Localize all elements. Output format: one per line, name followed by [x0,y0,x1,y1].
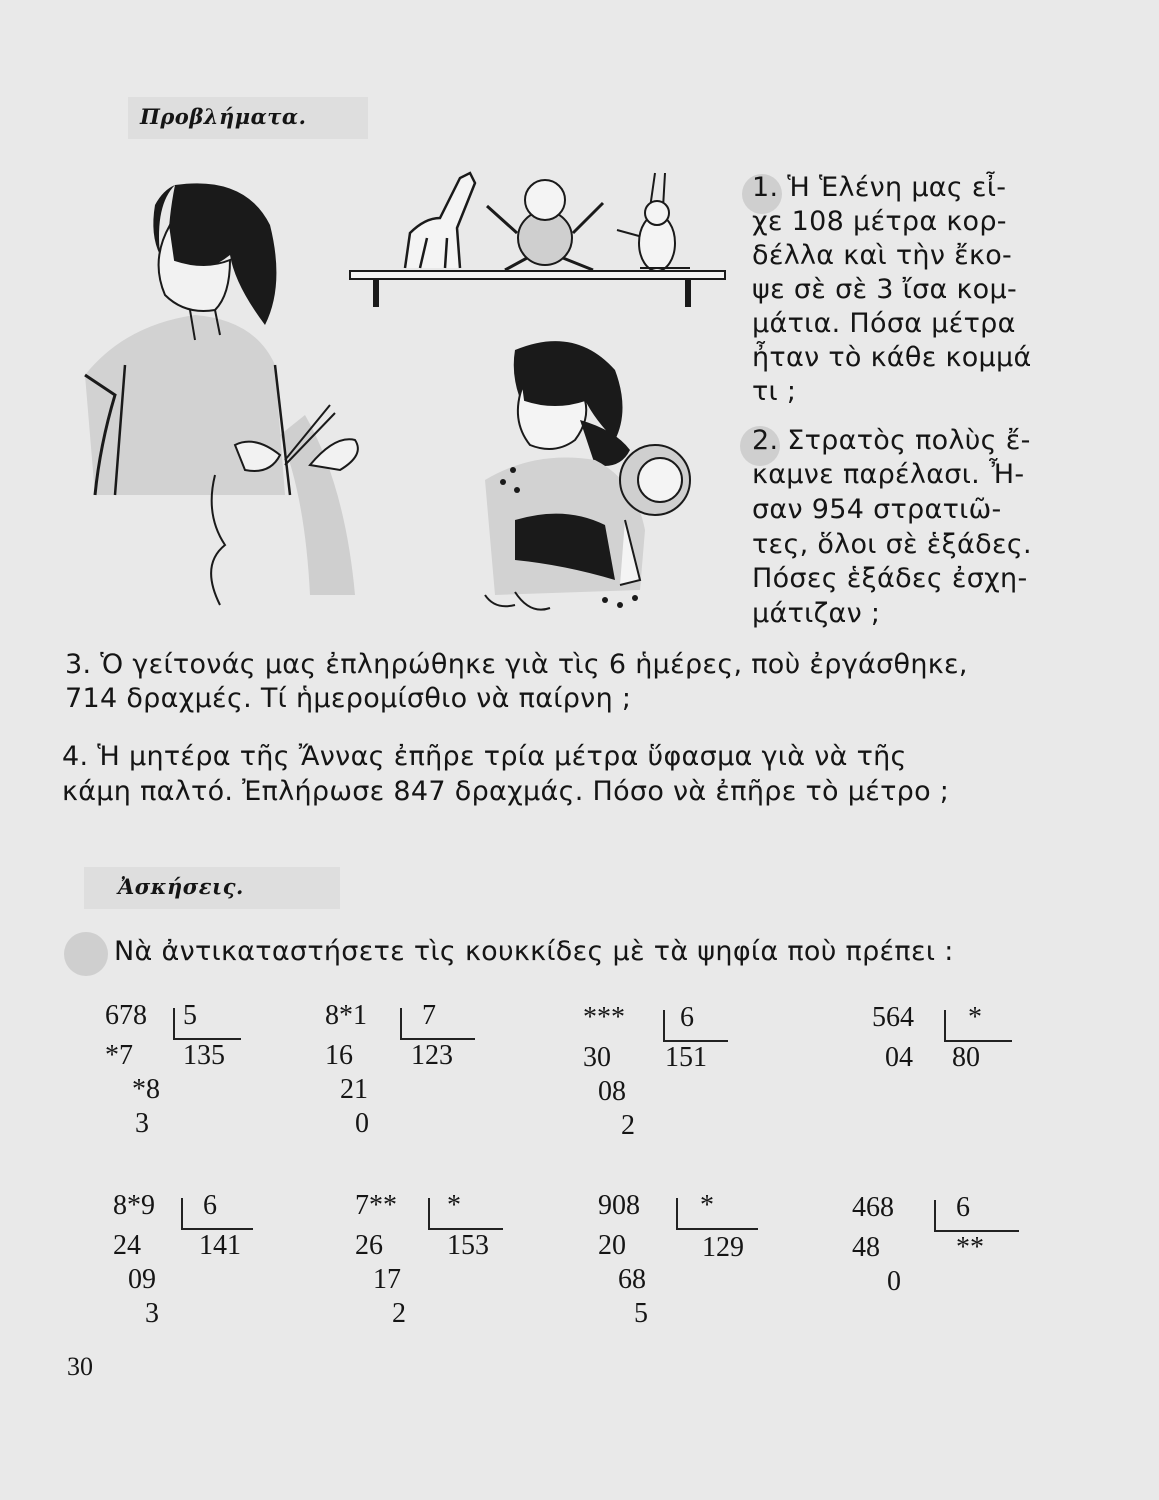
division-step: 30 [583,1042,611,1073]
division-vertical-bar [934,1200,936,1230]
problem1-line: τι ; [752,376,797,407]
division-dividend: 8*1 [325,1000,367,1031]
division-divisor: * [968,1002,982,1033]
division-dividend: 908 [598,1190,640,1221]
division-quotient: 80 [952,1042,980,1073]
division-vertical-bar [663,1010,665,1040]
toy-shelf-illustration [345,158,730,313]
problem1-line: δέλλα καὶ τὴν ἔκο- [752,240,1013,271]
division-vertical-bar [181,1198,183,1228]
division-dividend: *** [583,1002,625,1033]
problem1-line: ἦταν τὸ κάθε κομμά [752,342,1032,373]
problem2-line: 2. Στρατὸς πολὺς ἔ- [752,425,1031,456]
division-quotient: 141 [199,1230,241,1261]
problem2-line: τες, ὅλοι σὲ ἑξάδες. [752,529,1032,560]
division-horizontal-bar [676,1228,758,1230]
division-exercise [872,1002,1122,1162]
page-number: 30 [67,1352,93,1381]
division-step: 0 [887,1266,901,1297]
division-vertical-bar [676,1198,678,1228]
problem2-line: Πόσες ἑξάδες ἐσχη- [752,563,1028,594]
problem4-line: 4. Ἡ μητέρα τῆς Ἄννας ἐπῆρε τρία μέτρα ὕφασμα γιὰ νὰ τῆς [62,741,907,772]
division-divisor: 6 [956,1192,970,1223]
division-step: 04 [885,1042,913,1073]
division-exercise [598,1190,848,1350]
division-step: 48 [852,1232,880,1263]
division-step: 26 [355,1230,383,1261]
division-quotient: 151 [665,1042,707,1073]
division-step: 3 [145,1298,159,1329]
problem2-line: μάτιζαν ; [752,598,881,629]
girl-cutting-ribbon-illustration [55,165,385,615]
division-divisor: 5 [183,1000,197,1031]
problem1-line: μάτια. Πόσα μέτρα [752,308,1016,339]
division-step: 21 [340,1074,368,1105]
division-divisor: * [447,1190,461,1221]
division-quotient: 123 [411,1040,453,1071]
division-dividend: 8*9 [113,1190,155,1221]
problem2-line: καμνε παρέλασι. Ἦ- [752,459,1025,490]
division-step: 16 [325,1040,353,1071]
division-exercise [113,1190,363,1350]
division-divisor: 6 [680,1002,694,1033]
division-step: 68 [618,1264,646,1295]
division-step: 20 [598,1230,626,1261]
division-vertical-bar [428,1198,430,1228]
problem3-line: 3. Ὁ γείτονάς μας ἐπληρώθηκε γιὰ τὶς 6 ἡμέρες, ποὺ ἐργάσθηκε, [65,649,968,680]
problem1-line: ψε σὲ σὲ 3 ἴσα κομ- [752,274,1018,305]
division-step: 09 [128,1264,156,1295]
division-vertical-bar [173,1008,175,1038]
division-exercise [105,1000,355,1160]
girl-with-doll-illustration [455,330,705,620]
division-quotient: 129 [702,1232,744,1263]
division-step: *8 [132,1074,160,1105]
division-step: 2 [392,1298,406,1329]
division-step: 5 [634,1298,648,1329]
division-divisor: * [700,1190,714,1221]
division-dividend: 678 [105,1000,147,1031]
problem1-line: 1. Ἡ Ἑλένη μας εἶ- [752,172,1007,203]
instruction-bubble [64,932,108,976]
division-dividend: 7** [355,1190,397,1221]
division-exercise [583,1002,833,1162]
problem4-line: κάμη παλτό. Ἐπλήρωσε 847 δραχμάς. Πόσο νὰ ἐπῆρε τὸ μέτρο ; [62,776,950,807]
division-step: 0 [355,1108,369,1139]
division-vertical-bar [944,1010,946,1040]
division-divisor: 7 [422,1000,436,1031]
exercise-instruction: Νὰ ἀντικαταστήσετε τὶς κουκκίδες μὲ τὰ ψηφία ποὺ πρέπει : [114,936,954,967]
division-step: 3 [135,1108,149,1139]
problem1-line: χε 108 μέτρα κορ- [752,206,1007,237]
division-exercise [852,1192,1102,1352]
division-dividend: 564 [872,1002,914,1033]
division-step: *7 [105,1040,133,1071]
division-quotient: 153 [447,1230,489,1261]
division-vertical-bar [400,1008,402,1038]
division-quotient: ** [956,1232,984,1263]
division-step: 24 [113,1230,141,1261]
problem3-line: 714 δραχμές. Τί ἡμερομίσθιο νὰ παίρνη ; [65,683,632,714]
division-exercise [325,1000,575,1160]
division-quotient: 135 [183,1040,225,1071]
division-step: 17 [373,1264,401,1295]
exercises-heading: Ἀσκήσεις. [118,874,244,899]
division-step: 08 [598,1076,626,1107]
division-step: 2 [621,1110,635,1141]
problem2-line: σαν 954 στρατιῶ- [752,494,1002,525]
problems-heading: Προβλήματα. [140,104,307,129]
division-divisor: 6 [203,1190,217,1221]
division-dividend: 468 [852,1192,894,1223]
division-exercise [355,1190,605,1350]
